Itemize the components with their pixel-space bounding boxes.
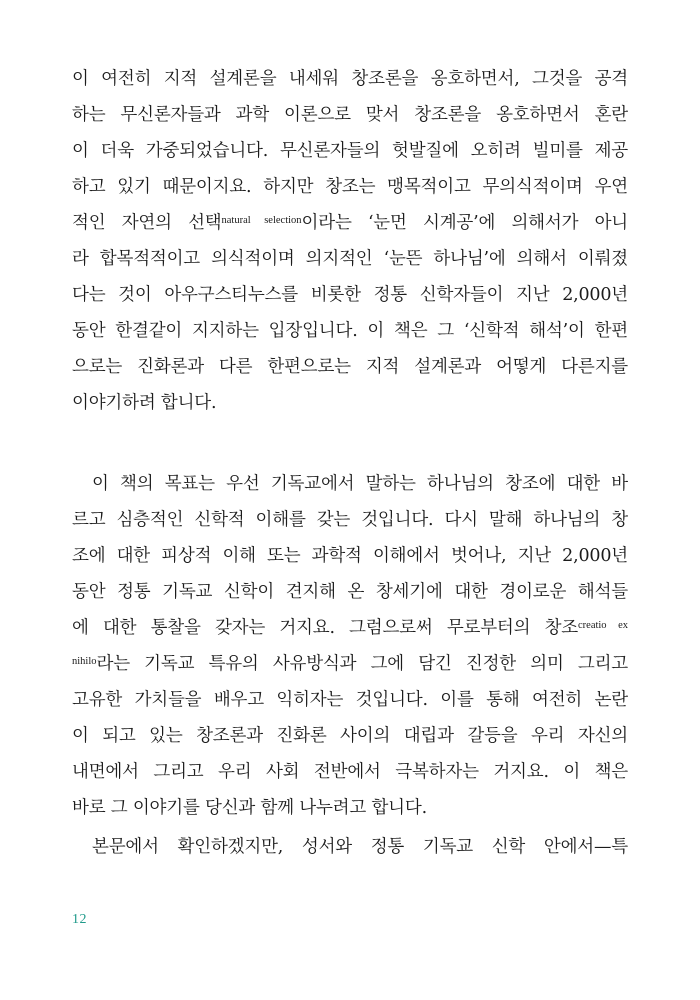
body-text-line: 하고 있기 때문이지요. 하지만 창조는 맹목적이고 무의식적이며 우연 [72, 177, 628, 197]
body-text-line: 고유한 가치들을 배우고 익히자는 것입니다. 이를 통해 여전히 논란 [72, 690, 628, 710]
body-text-line: 라 합목적적이고 의식적이며 의지적인 ‘눈뜬 하나님’에 의해서 이뤄졌 [72, 249, 628, 269]
body-text-line: 으로는 진화론과 다른 한편으로는 지적 설계론과 어떻게 다른지를 [72, 357, 628, 377]
body-text-line-with-gloss [72, 208, 628, 238]
body-text-segment: 적인 자연의 선택 [72, 213, 222, 233]
body-text-line: 하는 무신론자들과 과학 이론으로 맞서 창조론을 옹호하면서 혼란 [72, 105, 628, 125]
body-text-line: 이 더욱 가중되었습니다. 무신론자들의 헛발질에 오히려 빌미를 제공 [72, 141, 628, 161]
body-text-line: 이야기하려 합니다. [72, 393, 217, 413]
body-text-line: 조에 대한 피상적 이해 또는 과학적 이해에서 벗어나, 지난 2,000년 [72, 546, 628, 566]
body-text-line: 이 여전히 지적 설계론을 내세워 창조론을 옹호하면서, 그것을 공격 [72, 69, 628, 89]
body-text-line-with-gloss [72, 649, 628, 679]
body-text-line: 동안 한결같이 지지하는 입장입니다. 이 책은 그 ‘신학적 해석’이 한편 [72, 321, 628, 341]
body-text-line: 이 책의 목표는 우선 기독교에서 말하는 하나님의 창조에 대한 바 [92, 474, 628, 494]
body-text-line-with-gloss [72, 613, 628, 643]
body-text-segment: 라는 기독교 특유의 사유방식과 그에 담긴 진정한 의미 그리고 [96, 654, 628, 674]
body-text-line: 본문에서 확인하겠지만, 성서와 정통 기독교 신학 안에서—특 [92, 837, 628, 857]
body-text-line: 바로 그 이야기를 당신과 함께 나누려고 합니다. [72, 798, 427, 818]
body-text-line: 르고 심층적인 신학적 이해를 갖는 것입니다. 다시 말해 하나님의 창 [72, 510, 628, 530]
original-term-gloss: natural selection [221, 215, 302, 226]
original-term-gloss: creatio ex [578, 620, 628, 631]
body-text-line: 내면에서 그리고 우리 사회 전반에서 극복하자는 거지요. 이 책은 [72, 762, 628, 782]
body-text-segment: 이라는 ‘눈먼 시계공’에 의해서가 아니 [301, 213, 628, 233]
body-text-line: 동안 정통 기독교 신학이 견지해 온 창세기에 대한 경이로운 해석들 [72, 582, 628, 602]
page-number: 12 [72, 912, 87, 927]
body-text-line: 이 되고 있는 창조론과 진화론 사이의 대립과 갈등을 우리 자신의 [72, 726, 628, 746]
original-term-gloss: nihilo [72, 656, 97, 667]
body-text-line: 다는 것이 아우구스티누스를 비롯한 정통 신학자들이 지난 2,000년 [72, 285, 628, 305]
body-text-segment: 에 대한 통찰을 갖자는 거지요. 그럼으로써 무로부터의 창조 [72, 618, 578, 638]
